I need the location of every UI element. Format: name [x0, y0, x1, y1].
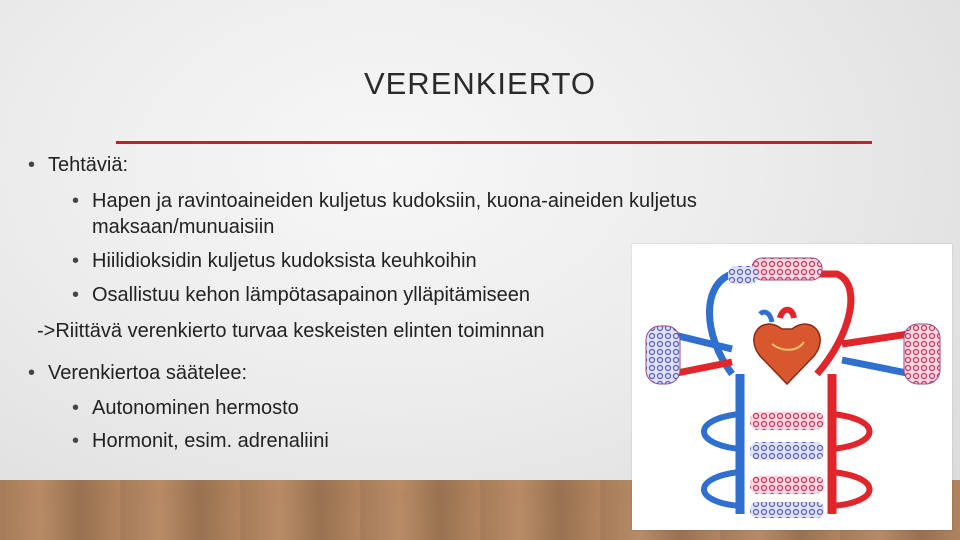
title-underline: [116, 141, 872, 144]
conclusion-line: ->Riittävä verenkierto turvaa keskeisten elinten toiminnan: [37, 320, 545, 342]
circulation-diagram-svg: [632, 244, 952, 530]
task-1-line-2: maksaan/munuaisiin: [92, 216, 275, 238]
lower-loop-1b: [832, 414, 870, 449]
left-arm-capillary: [646, 326, 680, 384]
bullet-glyph: •: [28, 154, 36, 176]
task-1-line-1: Hapen ja ravintoaineiden kuljetus kudoksiin, kuona-aineiden kuljetus: [92, 190, 697, 212]
bullet-glyph: •: [72, 430, 80, 452]
lower-loop-1: [704, 414, 740, 449]
slide-title: VERENKIERTO: [363, 66, 597, 101]
lower-capillary-2: [750, 442, 824, 460]
bullet-task-3: [72, 282, 530, 308]
task-3-text: Osallistuu kehon lämpötasapainon ylläpitämiseen: [92, 284, 531, 306]
lower-capillary-4: [750, 502, 824, 518]
bullet-glyph: •: [72, 190, 80, 212]
bullet-regulator-2: [72, 428, 329, 454]
left-top-capillary: [728, 266, 758, 284]
top-capillary-bed: [752, 258, 822, 280]
task-2-text: Hiilidioksidin kuljetus kudoksista keuhkoihin: [92, 250, 477, 272]
regulation-heading-text: Verenkiertoa säätelee:: [48, 362, 248, 384]
lower-capillary-3: [750, 476, 824, 494]
bullet-glyph: •: [72, 284, 80, 306]
right-arm-capillary: [904, 324, 940, 384]
circulatory-system-illustration: [632, 244, 952, 530]
bullet-task-2: [72, 248, 477, 274]
lower-loop-2: [704, 472, 740, 506]
tasks-heading-text: Tehtäviä:: [48, 154, 129, 176]
lower-loop-2b: [832, 472, 870, 506]
regulator-1-text: Autonominen hermosto: [92, 397, 299, 419]
bullet-regulator-1: [72, 395, 299, 421]
bullet-tasks-heading: [28, 152, 128, 178]
bullet-glyph: •: [72, 250, 80, 272]
bullet-regulation-heading: [28, 360, 247, 386]
lower-capillary-1: [750, 412, 824, 430]
bullet-glyph: •: [28, 362, 36, 384]
heart-icon: [754, 310, 820, 384]
regulator-2-text: Hormonit, esim. adrenaliini: [92, 430, 329, 452]
bullet-task-1: [72, 188, 697, 214]
bullet-glyph: •: [72, 397, 80, 419]
